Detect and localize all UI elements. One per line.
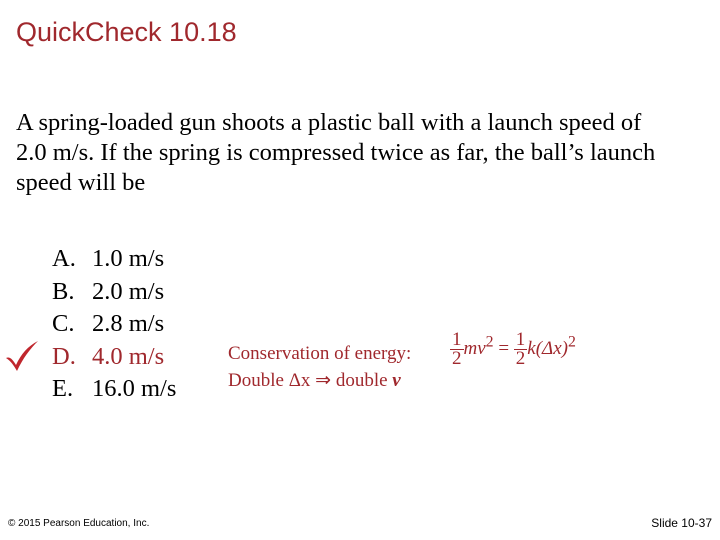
choice-letter: A. [52,245,76,272]
formula-exponent: 2 [567,333,576,351]
choice-c [52,308,176,341]
choice-text: 16.0 m/s [92,375,177,402]
fraction-half: $\frac{1}{2}$ [515,329,526,369]
explanation-line1: Conservation of energy: [228,343,412,364]
velocity-symbol: v [392,370,401,391]
implies-arrow: ⇒ [310,370,336,391]
equals-sign: = [493,337,514,359]
choice-e [52,373,176,406]
explanation-text: double [335,370,393,391]
choice-letter: B. [52,277,75,305]
explanation-text: Double [228,370,289,391]
energy-formula [450,331,576,368]
copyright-notice: © 2015 Pearson Education, Inc. [8,518,150,529]
choice-text: 2.8 m/s [92,310,165,337]
formula-exponent: 2 [485,333,494,351]
choice-letter: E. [52,375,74,402]
checkmark-icon [4,340,40,372]
choice-a [52,243,176,276]
explanation-line2 [228,369,401,392]
fraction-half: $\frac{1}{2}$ [452,329,462,369]
choice-d [52,341,176,374]
choice-text: 4.0 m/s [92,342,165,370]
slide-title: QuickCheck 10.18 [16,17,237,47]
slide-number: Slide 10-37 [651,516,712,530]
delta-x-symbol: Δx [288,370,311,391]
formula-lhs: mv [463,337,486,359]
choice-letter: C. [52,310,75,337]
question-text: A spring-loaded gun shoots a plastic ball with a launch speed of 2.0 m/s. If the spring is compressed twice as far, the ball’s launch speed will be [16,109,656,196]
formula-rhs: k(Δx) [527,337,568,359]
choice-text: 1.0 m/s [92,245,165,272]
answer-choices [52,243,176,406]
choice-letter: D. [52,342,76,370]
choice-text: 2.0 m/s [92,277,165,305]
choice-b [52,276,176,309]
